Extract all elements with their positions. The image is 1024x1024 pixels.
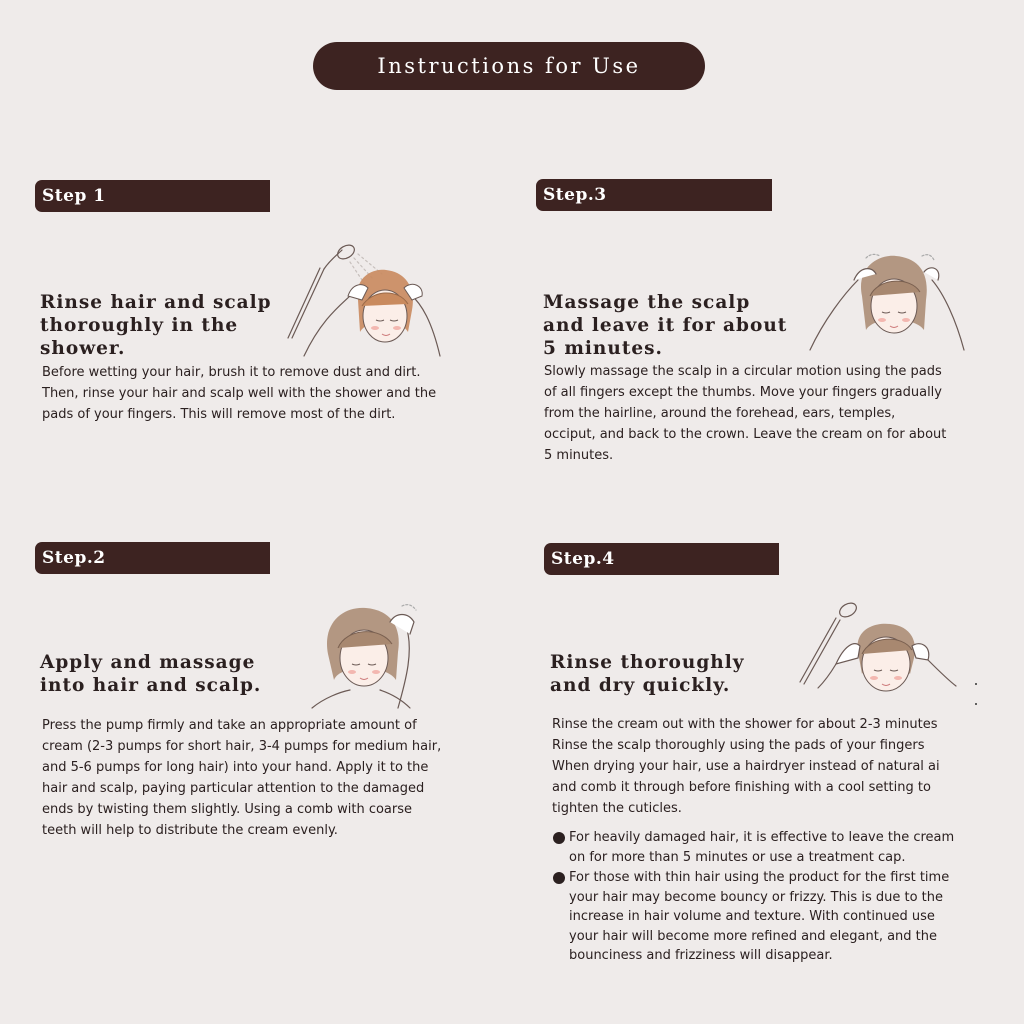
step-4-text: Rinse the cream out with the shower for about 2-3 minutes Rinse the scalp thoroughly using the pads of your fingers When drying your hair, use a hairdryer instead of natural ai and comb it through before finishing with a cool setting to tighten the cuticles. bbox=[552, 717, 940, 816]
step-1-text: Before wetting your hair, brush it to remove dust and dirt. Then, rinse your hair and scalp well with the shower and the pads of your fingers. This will remove most of the dirt. bbox=[42, 365, 437, 422]
decorative-dot bbox=[975, 683, 977, 685]
step-2-text: Press the pump firmly and take an appropriate amount of cream (2-3 pumps for short hair, 3-4 pumps for medium hair, and 5-6 pumps for long hair) into your hand. Apply it to the hair and scalp, paying particular attention to the damaged ends by twisting them slightly. Using a comb with coarse teeth will help to distribute the cream evenly. bbox=[42, 718, 442, 838]
step-4-label: Step.4 bbox=[544, 543, 779, 575]
page-title: Instructions for Use bbox=[313, 42, 705, 90]
note-item: For those with thin hair using the product for the first time your hair may become bouncy or frizzy. This is due to the increase in hair volume and texture. With continued use your hair will become more refined and elegant, and the bounciness and frizziness will disappear. bbox=[552, 868, 992, 966]
bullet-icon bbox=[553, 832, 565, 844]
rinse-dry-illustration bbox=[796, 600, 960, 708]
step-3-heading: Massage the scalp and leave it for about 5 minutes. bbox=[543, 292, 788, 359]
step-3-text: Slowly massage the scalp in a circular motion using the pads of all fingers except the thumbs. Move your fingers gradually from the hairline, around the forehead, ears, temples, occiput, and back to the crown. Leave the cream on for about 5 minutes. bbox=[544, 364, 947, 463]
step-1-heading: Rinse hair and scalp thoroughly in the shower. bbox=[40, 292, 272, 359]
bullet-icon bbox=[553, 872, 565, 884]
step-3-label: Step.3 bbox=[536, 179, 772, 211]
step-2-label: Step.2 bbox=[35, 542, 270, 574]
step-4-notes bbox=[552, 828, 992, 967]
note-item: For heavily damaged hair, it is effective to leave the cream on for more than 5 minutes or use a treatment cap. bbox=[552, 828, 992, 867]
apply-cream-illustration bbox=[310, 600, 435, 710]
step-1-label: Step 1 bbox=[35, 180, 270, 212]
step-2-heading: Apply and massage into hair and scalp. bbox=[40, 652, 262, 696]
step-4-heading: Rinse thoroughly and dry quickly. bbox=[550, 652, 745, 696]
decorative-dot bbox=[975, 703, 977, 705]
scalp-massage-illustration bbox=[806, 250, 971, 352]
shower-rinse-illustration bbox=[282, 238, 452, 358]
